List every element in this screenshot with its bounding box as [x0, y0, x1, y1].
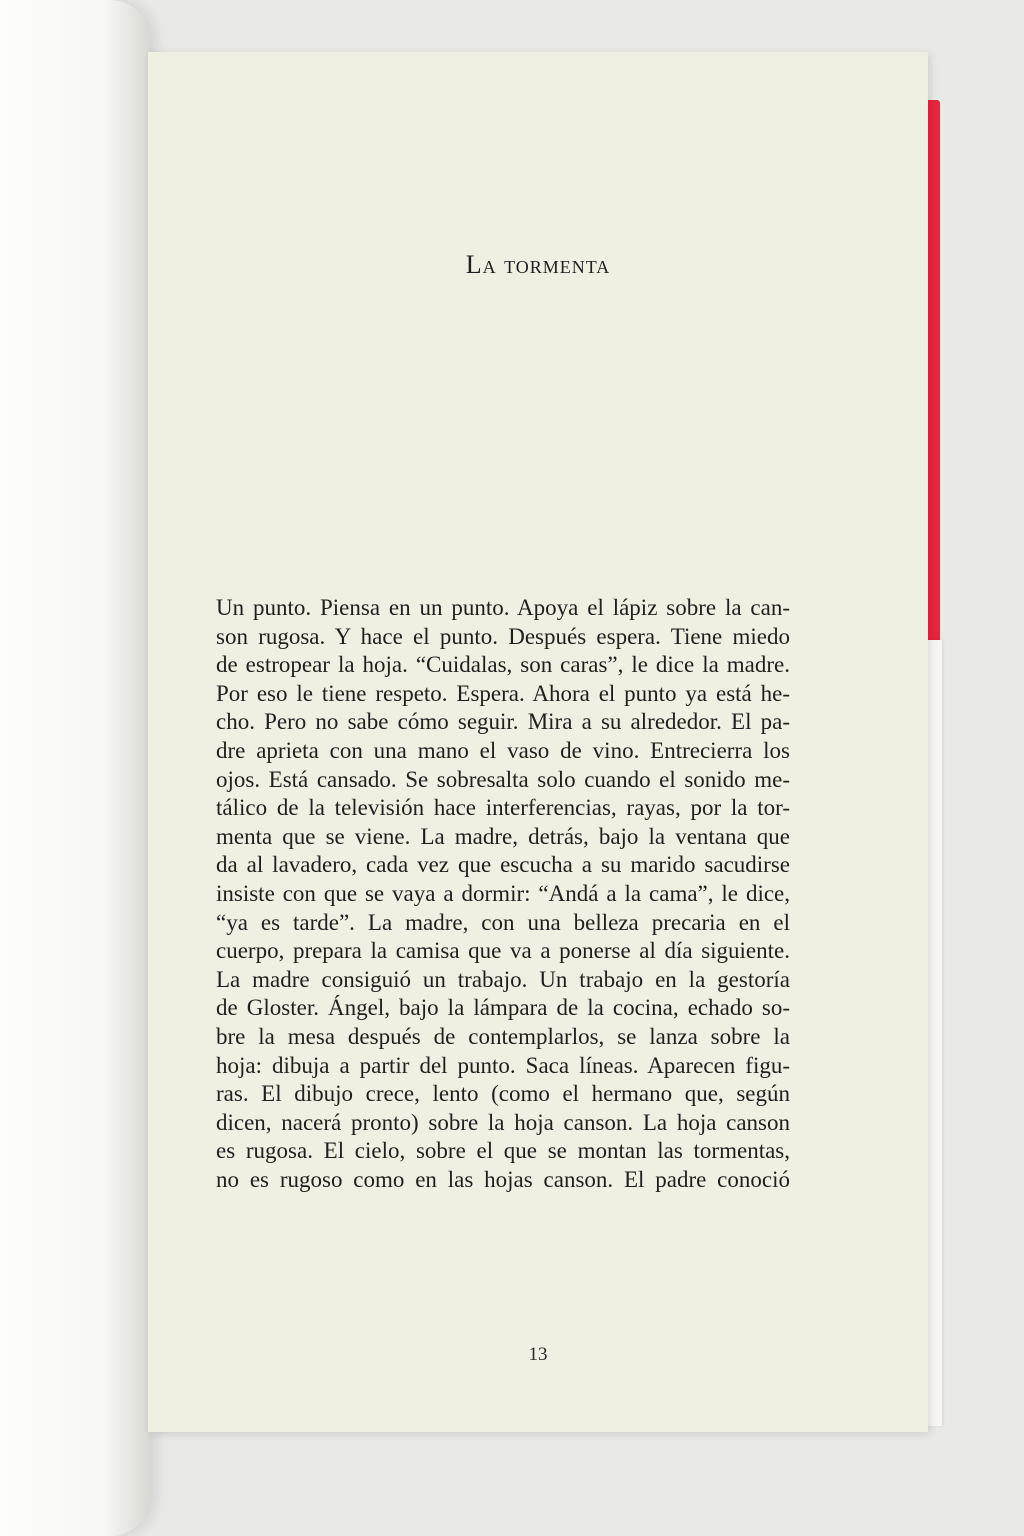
text-line: es rugosa. El cielo, sobre el que se montan las tormentas, — [216, 1138, 790, 1164]
text-line: da al lavadero, cada vez que escucha a su marido sacudirse — [216, 852, 790, 878]
text-line: tálico de la televisión hace interferencias, rayas, por la tor- — [216, 795, 790, 821]
text-line: dre aprieta con una mano el vaso de vino. Entrecierra los — [216, 737, 790, 763]
text-line: cho. Pero no sabe cómo seguir. Mira a su alrededor. El pa- — [216, 709, 790, 735]
facing-page — [0, 0, 150, 1536]
red-page-edge — [928, 100, 940, 648]
text-line: Por eso le tiene respeto. Espera. Ahora el punto ya está he- — [216, 680, 790, 706]
text-line: insiste con que se vaya a dormir: “Andá a la cama”, le dice, — [216, 880, 790, 906]
text-line: bre la mesa después de contemplarlos, se lanza sobre la — [216, 1023, 790, 1049]
text-line: son rugosa. Y hace el punto. Después espera. Tiene miedo — [216, 623, 790, 649]
chapter-title: La tormenta — [465, 250, 611, 279]
text-line: menta que se viene. La madre, detrás, bajo la ventana que — [216, 823, 790, 849]
text-line: ras. El dibujo crece, lento (como el hermano que, según — [216, 1081, 790, 1107]
text-line: ojos. Está cansado. Se sobresalta solo cuando el sonido me- — [216, 766, 790, 792]
chapter-text — [216, 594, 790, 1194]
text-line: hoja: dibuja a partir del punto. Saca líneas. Aparecen figu- — [216, 1052, 790, 1078]
text-line: de estropear la hoja. “Cuidalas, son caras”, le dice la madre. — [216, 652, 790, 678]
text-line: La madre consiguió un trabajo. Un trabajo en la gestoría — [216, 966, 790, 992]
text-line: cuerpo, prepara la camisa que va a ponerse al día siguiente. — [216, 938, 790, 964]
white-page-edge — [926, 640, 942, 1426]
text-line: Un punto. Piensa en un punto. Apoya el lápiz sobre la can- — [216, 595, 790, 620]
text-line: dicen, nacerá pronto) sobre la hoja canson. La hoja canson — [216, 1109, 790, 1135]
text-line: no es rugoso como en las hojas canson. El padre conoció — [216, 1166, 790, 1192]
text-line: de Gloster. Ángel, bajo la lámpara de la cocina, echado so- — [216, 995, 790, 1021]
book-page — [148, 52, 928, 1432]
page-number: 13 — [528, 1344, 548, 1365]
text-line: “ya es tarde”. La madre, con una belleza precaria en el — [216, 909, 790, 935]
